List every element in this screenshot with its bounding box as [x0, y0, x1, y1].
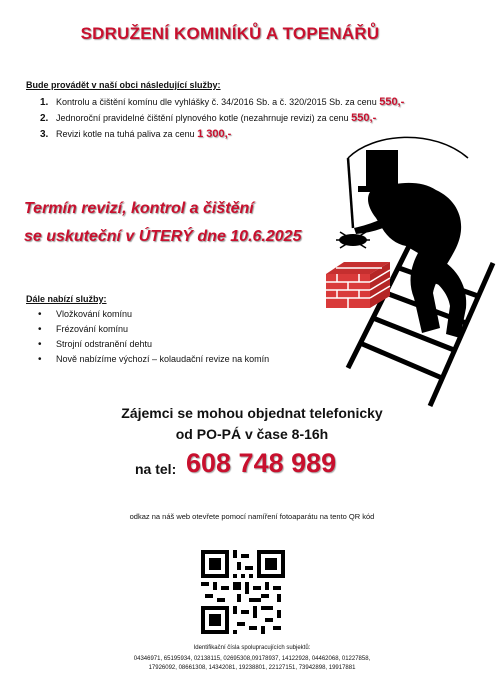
- ids-line: 17926092, 08661308, 14342081, 19238801, 22127151, 73942898, 19917881: [148, 664, 356, 671]
- service-item-1: [40, 96, 404, 108]
- service-item-3: [40, 128, 231, 140]
- more-services-heading: Dále nabízí služby:: [26, 294, 107, 304]
- ids-heading: Identifikační čísla spolupracujících subjektů:: [193, 645, 311, 651]
- service-item-2: [40, 112, 376, 124]
- more-service-item: • Nově nabízíme výchozí – kolaudační revize na komín: [42, 354, 269, 364]
- ids-list: [100, 655, 404, 672]
- services-heading: Bude provádět v naší obci následující služby:: [26, 80, 221, 90]
- brick-chimney-icon: [326, 262, 396, 308]
- service-price: 550,-: [351, 112, 377, 124]
- term-line-1: Termín revizí, kontrol a čištění: [24, 200, 254, 217]
- service-number: 3.: [40, 129, 49, 140]
- service-text: Kontrolu a čištění komínu dle vyhlášky č. 34/2016 Sb. a č. 320/2015 Sb. za cenu: [56, 97, 380, 107]
- more-service-item: • Strojní odstranění dehtu: [42, 339, 152, 349]
- service-price: 550,-: [379, 96, 405, 108]
- service-number: 2.: [40, 113, 49, 124]
- service-price: 1 300,-: [197, 128, 232, 140]
- qr-note: odkaz na náš web otevřete pomocí namíření fotoaparátu na tento QR kód: [129, 512, 375, 521]
- term-line-2: se uskuteční v ÚTERÝ dne 10.6.2025: [24, 228, 302, 245]
- more-service-item: • Vložkování komínu: [42, 309, 132, 319]
- page-title: SDRUŽENÍ KOMINÍKŮ A TOPENÁŘŮ: [80, 24, 380, 43]
- qr-code-icon[interactable]: [201, 550, 285, 634]
- service-number: 1.: [40, 97, 49, 108]
- brush-icon: [336, 232, 370, 248]
- ids-line: 04346971, 65195934, 02138115, 02695308,09178937, 14122928, 04462068, 01227858,: [133, 656, 371, 662]
- more-service-item: • Frézování komínu: [42, 324, 128, 334]
- phone-number[interactable]: 608 748 989: [186, 448, 337, 478]
- service-text: Jednoroční pravidelné čištění plynového kotle (nezahrnuje revizi) za cenu: [56, 113, 352, 123]
- service-text: Revizi kotle na tuhá paliva za cenu: [56, 129, 198, 139]
- contact-line-2: od PO-PÁ v čase 8-16h: [175, 426, 329, 442]
- contact-line-1: Zájemci se mohou objednat telefonicky: [121, 405, 383, 421]
- phone-label: na tel:: [135, 461, 177, 477]
